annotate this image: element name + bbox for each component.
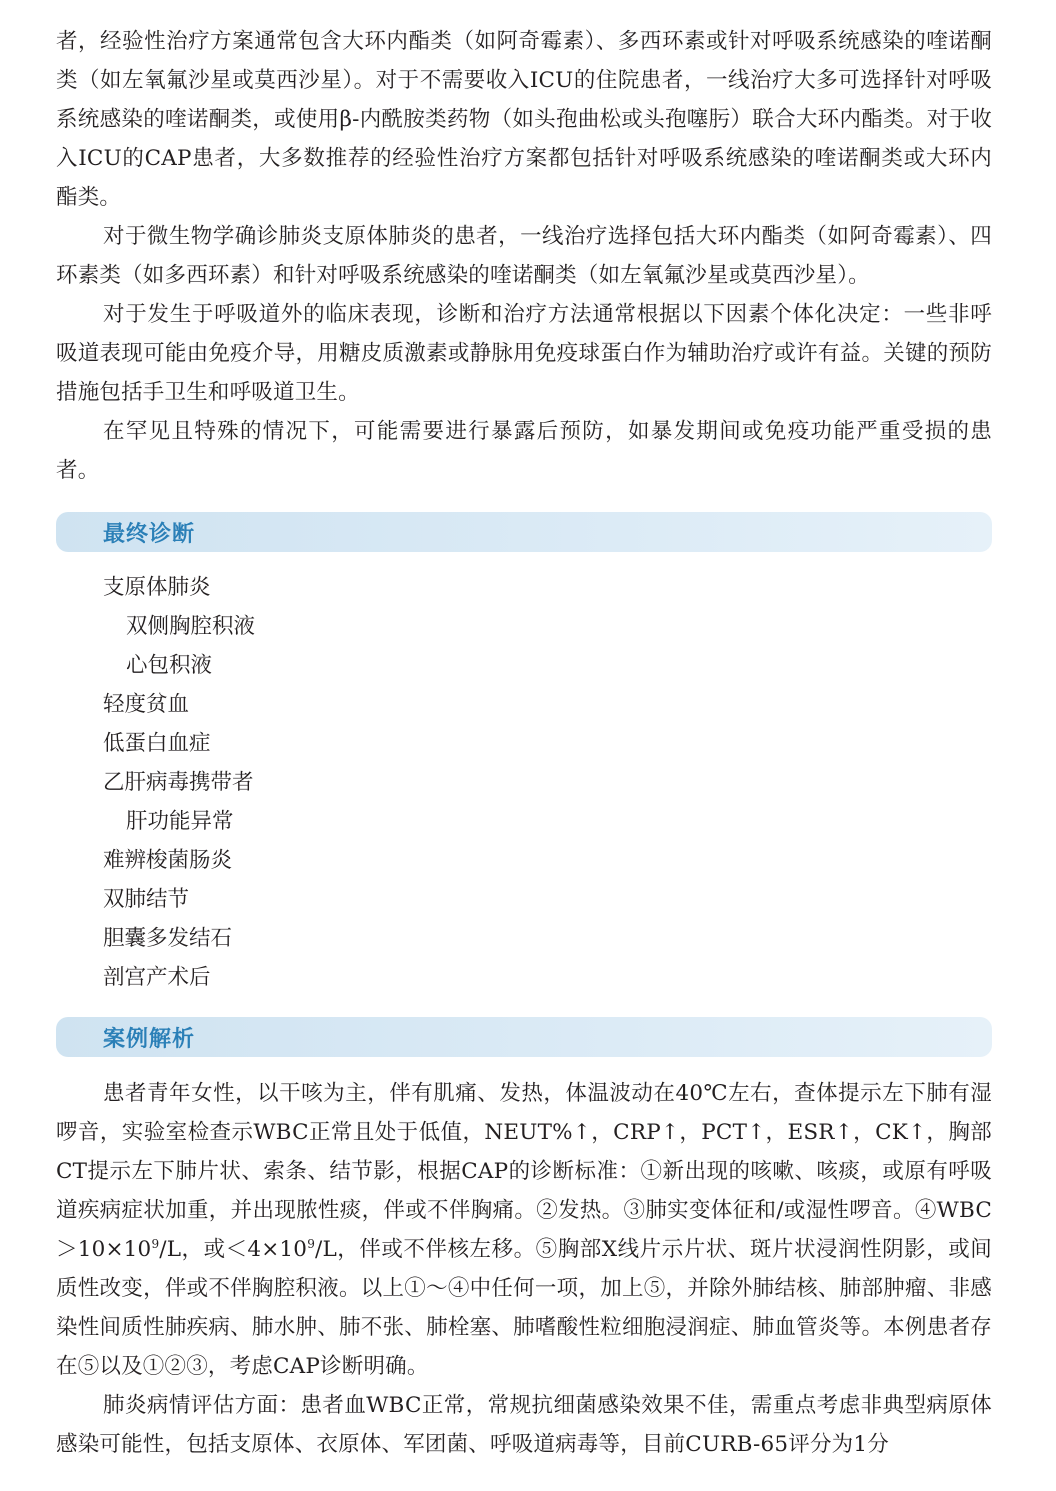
intro-paragraph-1: 者，经验性治疗方案通常包含大环内酯类（如阿奇霉素）、多西环素或针对呼吸系统感染的喹诺酮类（如左氧氟沙星或莫西沙星）。对于不需要收入ICU的住院患者，一线治疗大多可选择针对呼吸系统感染的喹诺酮类，或使用β-内酰胺类药物（如头孢曲松或头孢噻肟）联合大环内酯类。对于收入ICU的CAP患者，大多数推荐的经验性治疗方案都包括针对呼吸系统感染的喹诺酮类或大环内酯类。	[56, 29, 992, 210]
intro-paragraph-4: 在罕见且特殊的情况下，可能需要进行暴露后预防，如暴发期间或免疫功能严重受损的患者。	[56, 419, 992, 483]
case-analysis-title: 案例解析	[103, 1026, 196, 1052]
diagnosis-item: 剖宫产术后	[103, 965, 211, 990]
case-analysis-text-c: /L，伴或不伴核左移。⑤胸部X线片示片状、斑片状浸润性阴影，或间质性改变，伴或不伴胸腔积液。以上①～④中任何一项，加上⑤，并除外肺结核、肺部肿瘤、非感染性间质性肺疾病、肺水肿、肺不张、肺栓塞、肺嗜酸性粒细胞浸润症、肺血管炎等。本例患者存在⑤以及①②③，考虑CAP诊断明确。	[56, 1237, 993, 1379]
diagnosis-item: 难辨梭菌肠炎	[103, 848, 233, 873]
diagnosis-item: 乙肝病毒携带者	[103, 770, 254, 795]
case-analysis-text-a: 患者青年女性，以干咳为主，伴有肌痛、发热，体温波动在40℃左右，查体提示左下肺有湿啰音，实验室检查示WBC正常且处于低值，NEUT%↑，CRP↑，PCT↑，ESR↑，CK↑，胸部CT提示左下肺片状、索条、结节影，根据CAP的诊断标准：①新出现的咳嗽、咳痰，或原有呼吸道疾病症状加重，并出现脓性痰，伴或不伴胸痛。②发热。③肺实变体征和/或湿性啰音。④WBC＞10×10	[56, 1081, 992, 1262]
case-analysis-header	[56, 1017, 992, 1057]
case-analysis-text-b: /L，或＜4×10	[159, 1237, 308, 1262]
diagnosis-item: 支原体肺炎	[103, 575, 211, 600]
diagnosis-subitem: 双侧胸腔积液	[126, 614, 256, 639]
superscript-exponent: 9	[307, 1236, 316, 1251]
superscript-exponent: 9	[151, 1236, 160, 1251]
diagnosis-item: 低蛋白血症	[103, 731, 211, 756]
diagnosis-item: 双肺结节	[103, 887, 190, 912]
document-page	[56, 22, 992, 1464]
intro-paragraph-3: 对于发生于呼吸道外的临床表现，诊断和治疗方法通常根据以下因素个体化决定：一些非呼吸道表现可能由免疫介导，用糖皮质激素或静脉用免疫球蛋白作为辅助治疗或许有益。关键的预防措施包括手卫生和呼吸道卫生。	[56, 302, 992, 405]
case-analysis-paragraph-2: 肺炎病情评估方面：患者血WBC正常，常规抗细菌感染效果不佳，需重点考虑非典型病原体感染可能性，包括支原体、衣原体、军团菌、呼吸道病毒等，目前CURB-65评分为1分	[56, 1393, 992, 1457]
diagnosis-subitem: 肝功能异常	[126, 809, 234, 834]
diagnosis-item: 胆囊多发结石	[103, 926, 233, 951]
diagnosis-item: 轻度贫血	[103, 692, 190, 717]
final-diagnosis-header	[56, 512, 992, 552]
case-analysis-paragraph-1	[56, 1074, 992, 1386]
intro-paragraph-2: 对于微生物学确诊肺炎支原体肺炎的患者，一线治疗选择包括大环内酯类（如阿奇霉素）、四环素类（如多西环素）和针对呼吸系统感染的喹诺酮类（如左氧氟沙星或莫西沙星）。	[56, 224, 992, 288]
diagnosis-subitem: 心包积液	[126, 653, 213, 678]
diagnosis-list	[56, 568, 992, 997]
final-diagnosis-title: 最终诊断	[103, 521, 196, 547]
